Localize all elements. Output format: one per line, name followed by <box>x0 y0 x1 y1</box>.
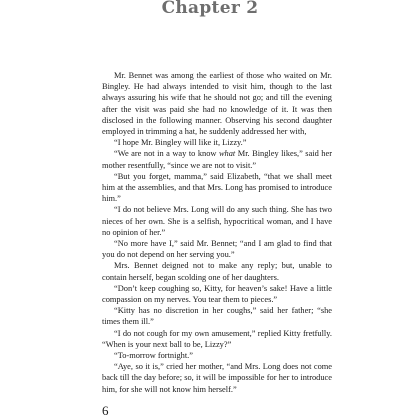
paragraph: “Kitty has no discretion in her coughs,” said her father; “she times them ill.” <box>102 306 332 327</box>
paragraph: “But you forget, mamma,” said Elizabeth, “that we shall meet him at the assemblies, and that Mrs. Long has promised to introduce him.” <box>102 171 332 204</box>
paragraph: “I do not cough for my own amusement,” replied Kitty fretfully. “When is your next ball to be, Lizzy?” <box>102 328 332 349</box>
paragraph: “Don’t keep coughing so, Kitty, for heaven’s sake! Have a little compassion on my nerves. You tear them to pieces.” <box>102 283 332 305</box>
emphasis: what <box>218 149 236 159</box>
body-text <box>102 70 332 395</box>
paragraph: Mrs. Bennet deigned not to make any reply; but, unable to contain herself, began scolding one of her daughters. <box>102 261 332 282</box>
chapter-title: Chapter 2 <box>161 0 259 18</box>
paragraph: “No more have I,” said Mr. Bennet; “and I am glad to find that you do not depend on her serving you.” <box>102 239 332 260</box>
paragraph: “Aye, so it is,” cried her mother, “and Mrs. Long does not come back till the day before; so, it will be impossible for her to introduce him, for she will not know him herself.” <box>102 362 332 394</box>
paragraph: Mr. Bennet was among the earliest of those who waited on Mr. Bingley. He had always intended to visit him, though to the last always assuring his wife that he should not go; and till the evening after the visit was paid she had no knowledge of it. It was then disclosed in the following manner. Observing his second daughter employed in trimming a hat, he suddenly addressed her with, <box>102 71 332 137</box>
paragraph: “To-morrow fortnight.” <box>114 351 193 361</box>
page-number: 6 <box>102 403 109 418</box>
paragraph: “I hope Mr. Bingley will like it, Lizzy.” <box>114 138 247 148</box>
paragraph: “We are not in a way to know what Mr. Bingley likes,” said her mother resentfully, “since we are not to visit.” <box>102 149 333 170</box>
paragraph: “I do not believe Mrs. Long will do any such thing. She has two nieces of her own. She is a selfish, hypocritical woman, and I have no opinion of her.” <box>102 205 332 237</box>
